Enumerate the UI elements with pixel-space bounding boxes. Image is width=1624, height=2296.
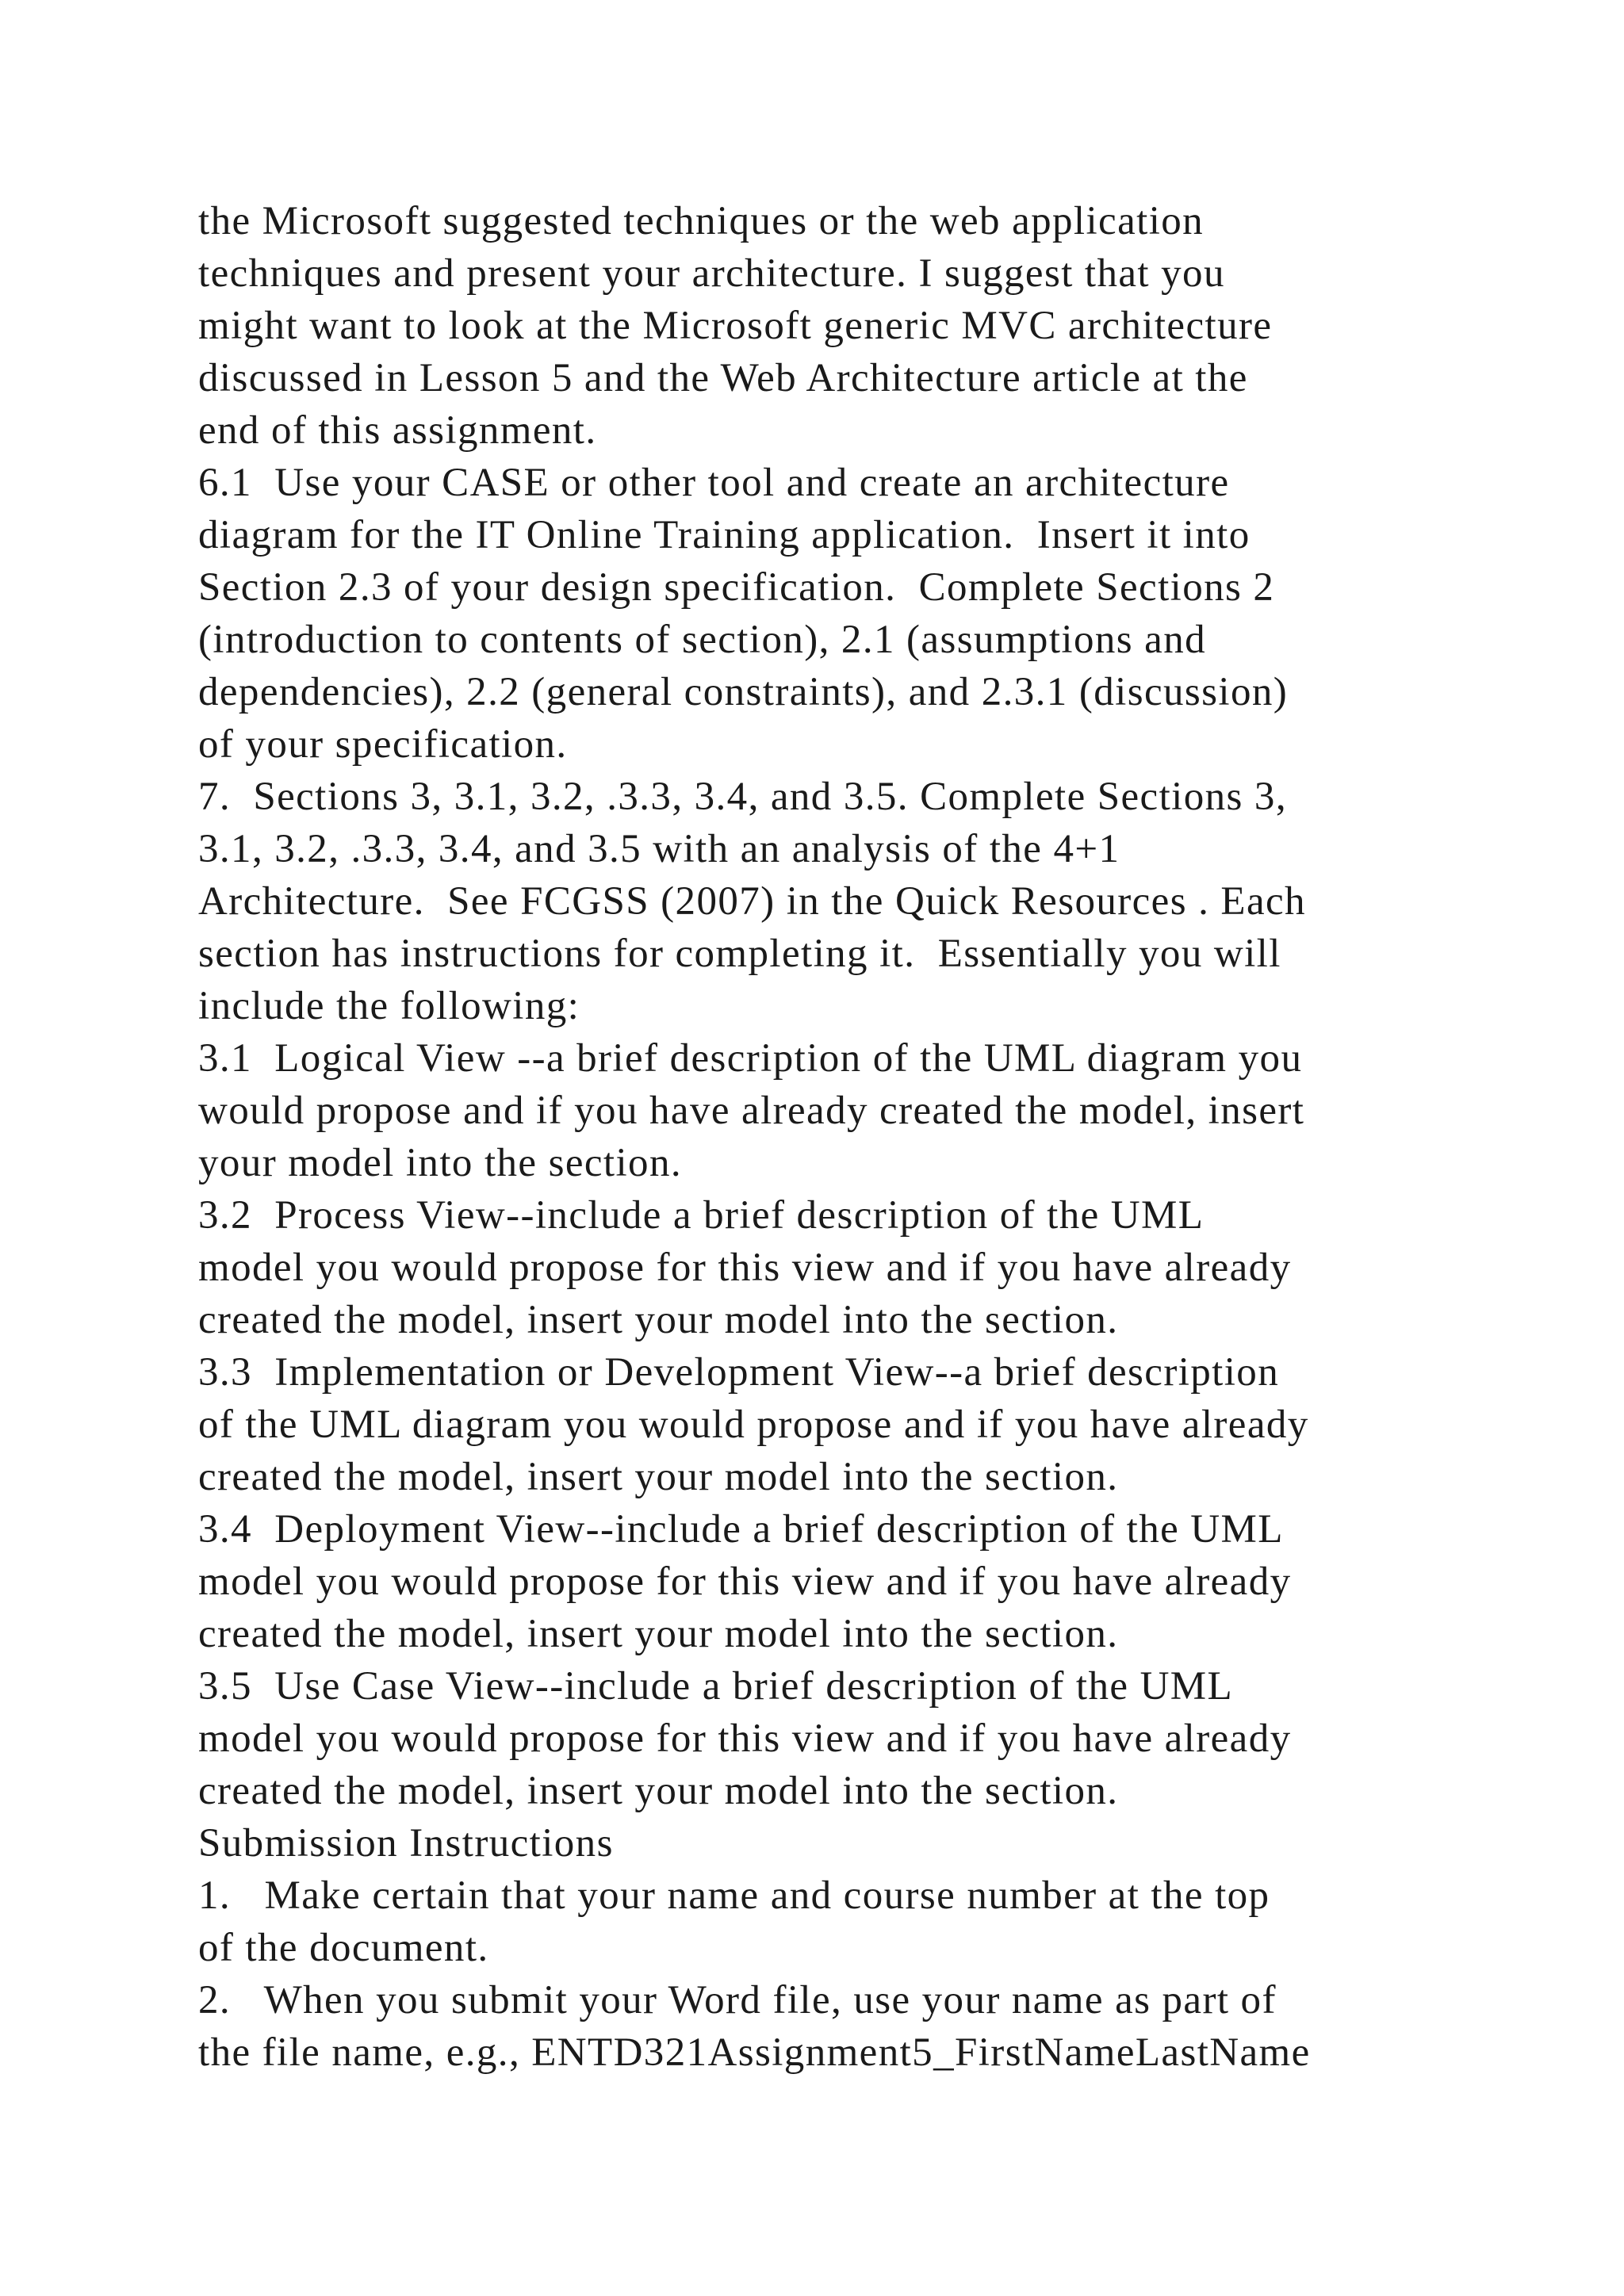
text-line: techniques and present your architecture. I suggest that you	[198, 251, 1225, 296]
text-line: the file name, e.g., ENTD321Assignment5_FirstNameLastName	[198, 2030, 1311, 2075]
text-line: 7. Sections 3, 3.1, 3.2, .3.3, 3.4, and 3.5. Complete Sections 3,	[198, 775, 1287, 819]
text-line: model you would propose for this view and if you have already	[198, 1246, 1292, 1290]
text-line: created the model, insert your model into the section.	[198, 1612, 1119, 1656]
text-line: might want to look at the Microsoft generic MVC architecture	[198, 304, 1273, 348]
text-line: created the model, insert your model into the section.	[198, 1455, 1119, 1499]
text-line: of your specification.	[198, 722, 568, 767]
text-line: 3.2 Process View--include a brief description of the UML	[198, 1193, 1205, 1238]
text-line: 1. Make certain that your name and course number at the top	[198, 1873, 1270, 1918]
text-line: 3.1, 3.2, .3.3, 3.4, and 3.5 with an analysis of the 4+1	[198, 827, 1120, 871]
text-line: model you would propose for this view and if you have already	[198, 1559, 1292, 1604]
text-line: created the model, insert your model into the section.	[198, 1298, 1119, 1342]
text-line: 3.3 Implementation or Development View--a brief description	[198, 1350, 1280, 1395]
text-line: include the following:	[198, 984, 580, 1028]
text-line: model you would propose for this view and if you have already	[198, 1716, 1292, 1761]
text-line: of the UML diagram you would propose and if you have already	[198, 1402, 1309, 1447]
document-body-text	[198, 195, 1562, 2079]
text-line: created the model, insert your model into the section.	[198, 1769, 1119, 1813]
text-line: 2. When you submit your Word file, use your name as part of	[198, 1978, 1277, 2022]
text-line: (introduction to contents of section), 2.1 (assumptions and	[198, 618, 1206, 662]
text-line: section has instructions for completing it. Essentially you will	[198, 932, 1281, 976]
text-line: 3.1 Logical View --a brief description of the UML diagram you	[198, 1036, 1303, 1081]
text-line: 3.4 Deployment View--include a brief description of the UML	[198, 1507, 1284, 1552]
text-line: 3.5 Use Case View--include a brief description of the UML	[198, 1664, 1234, 1709]
text-line: Architecture. See FCGSS (2007) in the Quick Resources . Each	[198, 879, 1306, 924]
section-heading: Submission Instructions	[198, 1821, 614, 1866]
text-line: would propose and if you have already created the model, insert	[198, 1089, 1305, 1133]
text-line: dependencies), 2.2 (general constraints), and 2.3.1 (discussion)	[198, 670, 1289, 714]
text-line: your model into the section.	[198, 1141, 683, 1185]
text-line: the Microsoft suggested techniques or the web application	[198, 199, 1205, 243]
text-line: 6.1 Use your CASE or other tool and create an architecture	[198, 461, 1230, 505]
text-line: Section 2.3 of your design specification. Complete Sections 2	[198, 565, 1275, 610]
text-line: end of this assignment.	[198, 408, 597, 453]
text-line: of the document.	[198, 1926, 489, 1970]
text-line: diagram for the IT Online Training application. Insert it into	[198, 513, 1251, 557]
text-line: discussed in Lesson 5 and the Web Architecture article at the	[198, 356, 1248, 400]
